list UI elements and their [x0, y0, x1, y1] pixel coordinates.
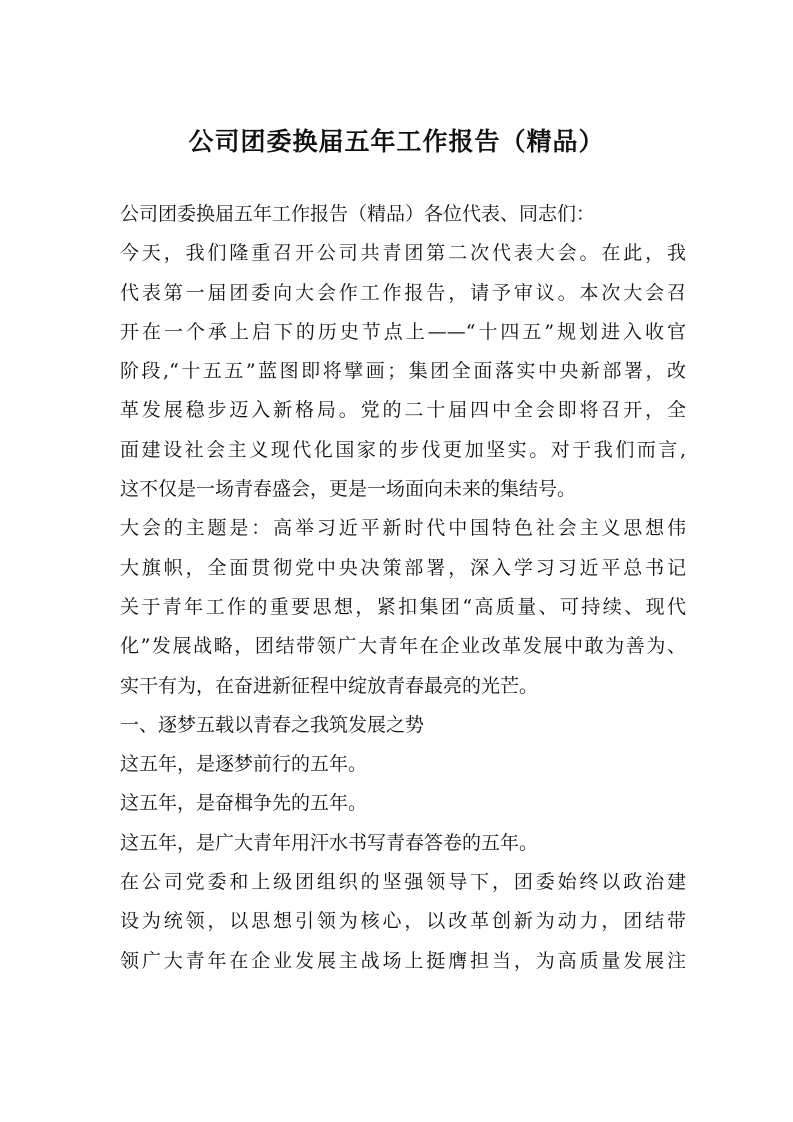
body-line: 这不仅是一场青春盛会，更是一场面向未来的集结号。 — [120, 478, 577, 501]
body-line: 阶段,“十五五”蓝图即将擘画；集团全面落实中央新部署，改 — [120, 360, 686, 383]
body-line: 大会的主题是：高举习近平新时代中国特色社会主义思想伟 — [120, 517, 686, 540]
body-line: 实干有为，在奋进新征程中绽放青春最亮的光芒。 — [120, 674, 539, 697]
document-body — [120, 195, 686, 981]
body-line: 化”发展战略，团结带领广大青年在企业改革发展中敢为善为、 — [120, 635, 686, 658]
body-line: 今天，我们隆重召开公司共青团第二次代表大会。在此，我 — [120, 242, 686, 265]
body-line: 面建设社会主义现代化国家的步伐更加坚实。对于我们而言, — [120, 438, 686, 461]
body-line: 公司团委换届五年工作报告（精品）各位代表、同志们： — [120, 203, 596, 225]
body-line: 关于青年工作的重要思想，紧扣集团“高质量、可持续、现代 — [120, 595, 686, 618]
body-line: 这五年，是广大青年用汗水书写青春答卷的五年。 — [120, 831, 539, 854]
body-line: 设为统领，以思想引领为核心，以改革创新为动力，团结带 — [120, 910, 686, 933]
body-line: 领广大青年在企业发展主战场上挺膺担当，为高质量发展注 — [120, 949, 686, 972]
body-line: 代表第一届团委向大会作工作报告，请予审议。本次大会召 — [120, 281, 686, 304]
section-heading: 一、逐梦五载以青春之我筑发展之势 — [120, 713, 425, 736]
body-line: 革发展稳步迈入新格局。党的二十届四中全会即将召开，全 — [120, 399, 686, 422]
body-line: 这五年，是逐梦前行的五年。 — [120, 753, 368, 776]
body-line: 大旗帜，全面贯彻党中央决策部署，深入学习习近平总书记 — [120, 556, 686, 579]
body-line: 在公司党委和上级团组织的坚强领导下，团委始终以政治建 — [120, 871, 686, 894]
body-line: 开在一个承上启下的历史节点上——“十四五”规划进入收官 — [120, 320, 686, 343]
body-line: 这五年，是奋楫争先的五年。 — [120, 792, 368, 815]
document-title: 公司团委换届五年工作报告（精品） — [188, 127, 605, 156]
